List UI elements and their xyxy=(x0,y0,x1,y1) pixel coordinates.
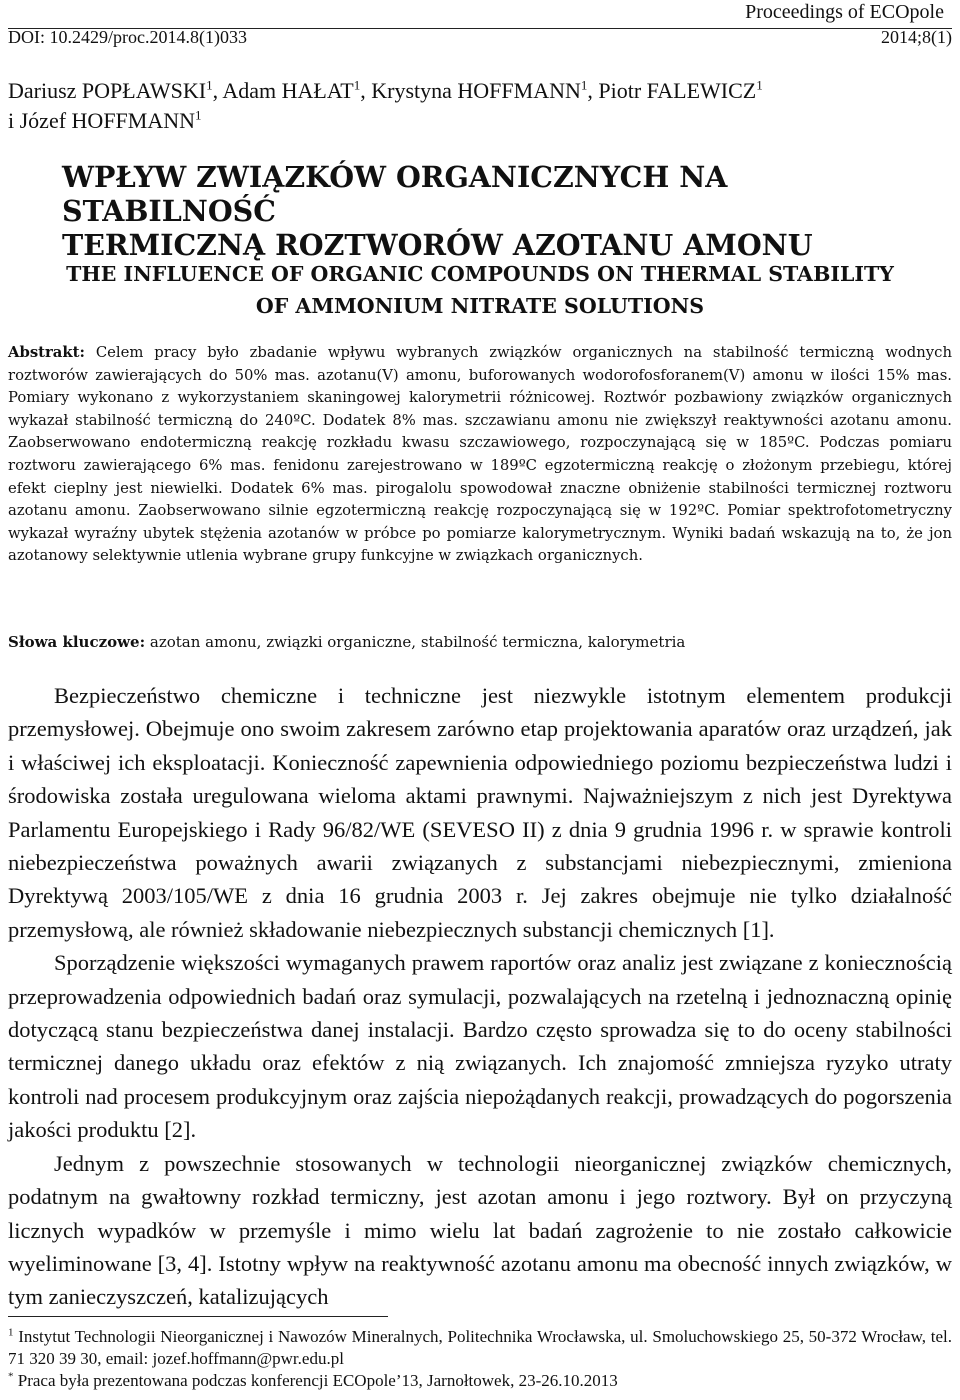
body-text xyxy=(8,679,952,1314)
doi-text: DOI: 10.2429/proc.2014.8(1)033 xyxy=(8,27,247,47)
abstract-label: Abstrakt: xyxy=(8,344,85,361)
body-paragraph: Sporządzenie większości wymaganych prawem raportów oraz analiz jest związane z koniecznością przeprowadzenia odpowiednich badań oraz symulacji, pozwalających na rzetelną i jednoznaczną opinię dotyczącą stanu bezpieczeństwa danej instalacji. Bardzo często sprowadza się to do oceny stabilności termicznej danego układu oraz efektów z nią związanych. Ich znajomość zmniejsza ryzyko utraty kontroli nad procesem produkcyjnym oraz zajścia niepożądanych reakcji, prowadzących do pogorszenia jakości produktu [2]. xyxy=(8,950,952,1143)
author-affiliation-mark: 1 xyxy=(353,77,361,93)
title-polish-line: WPŁYW ZWIĄZKÓW ORGANICZNYCH NA STABILNOŚĆ xyxy=(62,160,728,228)
title-polish-line: TERMICZNĄ ROZTWORÓW AZOTANU AMONU xyxy=(62,228,813,262)
footnote-affiliation xyxy=(8,1326,952,1370)
keywords xyxy=(8,631,952,653)
running-header xyxy=(8,26,952,48)
author-name: Krystyna HOFFMANN xyxy=(371,78,581,103)
title-english-line: THE INFLUENCE OF ORGANIC COMPOUNDS ON THERMAL STABILITY xyxy=(66,262,894,286)
proceedings-title: Proceedings of ECOpole xyxy=(745,1,944,23)
author-name: Adam HAŁAT xyxy=(222,78,354,103)
body-paragraph: Jednym z powszechnie stosowanych w technologii nieorganicznej związków chemicznych, podatnym na gwałtowny rozkład termiczny, jest azotan amonu i jego roztwory. Był on przyczyną licznych wypadków w przemyśle i mimo wielu lat badań zagrożenie to nie zostało całkowicie wyeliminowane [3, 4]. Istotny wpływ na reaktywność azotanu amonu ma obecność innych związków, w tym zanieczyszczeń, katalizujących xyxy=(8,1150,952,1310)
volume-text: 2014;8(1) xyxy=(881,27,952,47)
abstract-text: Celem pracy było zbadanie wpływu wybranych związków organicznych na stabilność termiczną wodnych roztworów zawierających do 50% mas. azotanu(V) amonu, buforowanych wodorofosforanem(V) amonu w ilości 15% mas. Pomiary wykonano z wykorzystaniem skaningowej kalorymetrii różnicowej. Roztwór pozbawiony związków organicznych wykazał stabilność termiczną do 240ºC. Dodatek 8% mas. szczawianu amonu nie zwiększył reaktywności azotanu amonu. Zaobserwowano endotermiczną reakcję rozkładu kwasu szczawiowego, rozpoczynającą się w 185ºC. Podczas pomiaru roztworu zawierającego 6% mas. fenidonu zarejestrowano w 189ºC egzotermiczną reakcję o złożonym przebiegu, której efekt cieplny jest niewielki. Dodatek 6% mas. pirogalolu spowodował znaczne obniżenie stabilności termicznej roztworu azotanu amonu. Zaobserwowano silnie egzotermiczną reakcję rozpoczynającą się w 192ºC. Pomiar spektrofotometryczny wykazał wyraźny ubytek stężenia azotanów w próbce po pomiarze kalorymetrycznym. Wyniki badań wskazują na to, że jon azotanowy selektywnie utlenia wybrane grupy funkcyjne w związkach organicznych. xyxy=(8,344,952,565)
keywords-label: Słowa kluczowe: xyxy=(8,633,146,651)
footnote-text: Instytut Technologii Nieorganicznej i Nawozów Mineralnych, Politechnika Wrocławska, ul. Smoluchowskiego 25, 50-372 Wrocław, tel. 71 320 39 30, email: jozef.hoffmann@pwr.edu.pl xyxy=(8,1327,952,1368)
keywords-text: azotan amonu, związki organiczne, stabilność termiczna, kalorymetria xyxy=(149,633,686,651)
footnote-text: Praca była prezentowana podczas konferencji ECOpole’13, Jarnołtowek, 23-26.10.2013 xyxy=(17,1371,618,1390)
footnote-conference xyxy=(8,1370,952,1392)
body-paragraph: Bezpieczeństwo chemiczne i techniczne jest niezwykle istotnym elementem produkcji przemysłowej. Obejmuje ono swoim zakresem zarówno etap projektowania aparatów oraz urządzeń, jak i właściwej ich eksploatacji. Konieczność zapewnienia odpowiedniego poziomu bezpieczeństwa ludzi i środowiska została uregulowana wieloma aktami prawnymi. Najważniejszym z nich jest Dyrektywa Parlamentu Europejskiego i Rady 96/82/WE (SEVESO II) z dnia 9 grudnia 1996 r. w sprawie kontroli niebezpieczeństwa poważnych awarii związanych z substancjami niebezpiecznymi, zmieniona Dyrektywą 2003/105/WE z dnia 16 grudnia 2003 r. Jej zakres obejmuje nie tylko działalność przemysłową, ale również składowanie niebezpiecznych substancji chemicznych [1]. xyxy=(8,683,952,942)
footnotes xyxy=(8,1326,952,1392)
abstract xyxy=(8,342,952,568)
footnote-mark: * xyxy=(8,1370,14,1383)
author-name: Dariusz POPŁAWSKI xyxy=(8,78,207,103)
footnote-rule xyxy=(8,1316,388,1317)
title-polish xyxy=(62,160,942,262)
author-name: Piotr FALEWICZ xyxy=(598,78,757,103)
title-english xyxy=(8,258,952,322)
footnote-mark: 1 xyxy=(8,1326,14,1339)
author-affiliation-mark: 1 xyxy=(195,107,202,123)
author-affiliation-mark: 1 xyxy=(756,77,763,93)
author-conjunction: i xyxy=(8,108,15,133)
author-name: Józef HOFFMANN xyxy=(19,108,196,133)
title-english-line: OF AMMONIUM NITRATE SOLUTIONS xyxy=(255,294,705,318)
author-list: Dariusz POPŁAWSKI$^1$, Adam HAŁAT$^1$, Krystyna HOFFMANN$^1$, Piotr FALEWICZ$^1$ i Józef HOFFMANN$^1$ xyxy=(8,77,763,133)
author-affiliation-mark: 1 xyxy=(206,77,213,93)
author-affiliation-mark: 1 xyxy=(580,77,588,93)
